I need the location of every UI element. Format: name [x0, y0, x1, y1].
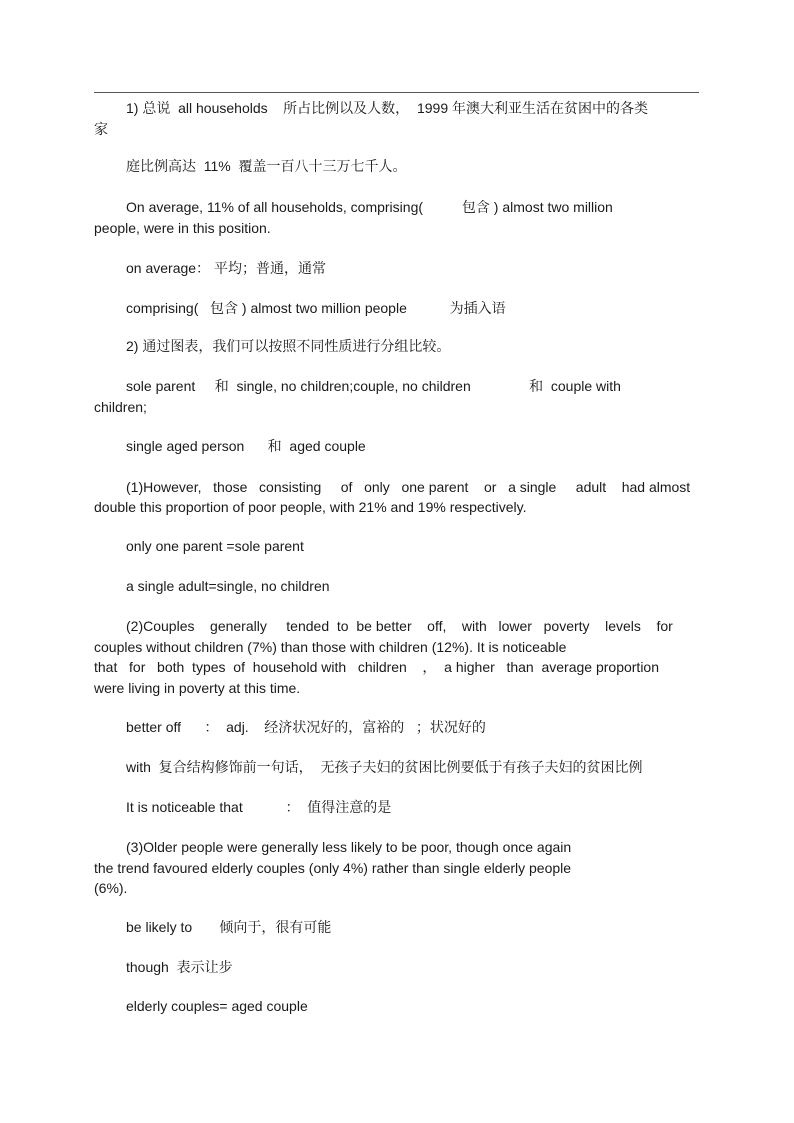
- text-line: 1) 总说 all households 所占比例以及人数， 1999 年澳大利亚生活在贫困中的各类: [126, 100, 648, 116]
- text-line-wrap: 家: [94, 121, 108, 137]
- text-line: On average, 11% of all households, comprising( 包含 ) almost two million: [126, 199, 613, 215]
- text-line: the trend favoured elderly couples (only 4%) rather than single elderly people: [94, 860, 572, 876]
- text-line: single aged person 和 aged couple: [126, 438, 366, 454]
- text-line: children;: [94, 399, 147, 415]
- text-line: elderly couples= aged couple: [126, 998, 308, 1014]
- text-line: that for both types of household with children ， a higher than average proportion: [94, 659, 659, 675]
- text-line: though 表示让步: [126, 959, 233, 975]
- text-line: 2) 通过图表，我们可以按照不同性质进行分组比较。: [126, 338, 451, 354]
- text-line: (6%).: [94, 880, 128, 896]
- header-rule: [94, 92, 699, 93]
- text-line: couples without children (7%) than those with children (12%). It is noticeable: [94, 639, 567, 655]
- text-line: were living in poverty at this time.: [94, 680, 301, 696]
- text-line: better off ： adj. 经济状况好的，富裕的 ；状况好的: [126, 719, 486, 735]
- text-line: 庭比例高达 11% 覆盖一百八十三万七千人。: [126, 158, 407, 174]
- text-line: double this proportion of poor people, with 21% and 19% respectively.: [94, 499, 527, 515]
- text-line: (3)Older people were generally less likely to be poor, though once again: [126, 839, 572, 855]
- text-line: be likely to 倾向于，很有可能: [126, 919, 332, 935]
- text-line: (1)However, those consisting of only one parent or a single adult had almost: [126, 479, 691, 495]
- text-line: a single adult=single, no children: [126, 578, 330, 594]
- text-line: people, were in this position.: [94, 220, 271, 236]
- text-line: with 复合结构修饰前一句话， 无孩子夫妇的贫困比例要低于有孩子夫妇的贫困比例: [126, 759, 643, 775]
- text-line: (2)Couples generally tended to be better off, with lower poverty levels for: [126, 618, 673, 634]
- text-line: comprising( 包含 ) almost two million people 为插入语: [126, 300, 506, 316]
- text-line: only one parent =sole parent: [126, 538, 304, 554]
- text-line: sole parent 和 single, no children;couple, no children 和 couple with: [126, 378, 621, 394]
- text-line: It is noticeable that ： 值得注意的是: [126, 799, 392, 815]
- text-line: on average： 平均；普通，通常: [126, 260, 326, 276]
